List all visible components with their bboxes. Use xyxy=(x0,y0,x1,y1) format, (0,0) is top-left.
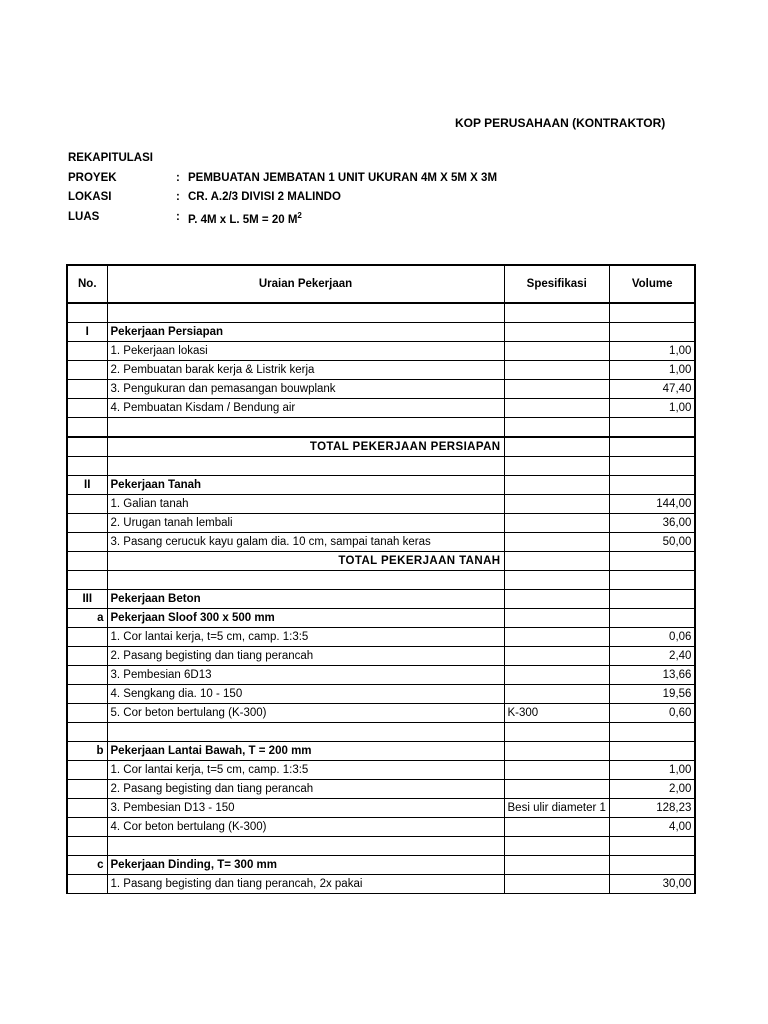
cell-no xyxy=(67,303,107,323)
cell-specification xyxy=(504,685,609,704)
cell-description: 4. Pembuatan Kisdam / Bendung air xyxy=(107,399,504,418)
cell-volume xyxy=(609,323,695,342)
cell-no xyxy=(67,837,107,856)
cell-description: Pekerjaan Beton xyxy=(107,590,504,609)
table-row xyxy=(67,418,695,438)
cell-description: 1. Cor lantai kerja, t=5 cm, camp. 1:3:5 xyxy=(107,761,504,780)
cell-description: 2. Urugan tanah lembali xyxy=(107,514,504,533)
cell-no xyxy=(67,571,107,590)
cell-no xyxy=(67,875,107,894)
cell-specification xyxy=(504,571,609,590)
cell-specification xyxy=(504,761,609,780)
table-row xyxy=(67,361,695,380)
cell-description xyxy=(107,837,504,856)
cell-description: 1. Pasang begisting dan tiang perancah, 2x pakai xyxy=(107,875,504,894)
cell-description: 4. Sengkang dia. 10 - 150 xyxy=(107,685,504,704)
cell-no: II xyxy=(67,476,107,495)
cell-description: 5. Cor beton bertulang (K-300) xyxy=(107,704,504,723)
cell-description: 2. Pasang begisting dan tiang perancah xyxy=(107,647,504,666)
cell-no xyxy=(67,666,107,685)
cell-volume: 19,56 xyxy=(609,685,695,704)
cell-specification xyxy=(504,818,609,837)
cell-description: 3. Pengukuran dan pemasangan bouwplank xyxy=(107,380,504,399)
cell-specification xyxy=(504,856,609,875)
table-row xyxy=(67,761,695,780)
cell-description xyxy=(107,457,504,476)
cell-description: TOTAL PEKERJAAN TANAH xyxy=(107,552,504,571)
cell-description: 1. Pekerjaan lokasi xyxy=(107,342,504,361)
cell-volume xyxy=(609,571,695,590)
meta-value: CR. A.2/3 DIVISI 2 MALINDO xyxy=(188,191,341,203)
table-row xyxy=(67,399,695,418)
cell-volume: 47,40 xyxy=(609,380,695,399)
table-row xyxy=(67,628,695,647)
cell-description: Pekerjaan Tanah xyxy=(107,476,504,495)
cell-volume: 50,00 xyxy=(609,533,695,552)
table-row xyxy=(67,590,695,609)
company-letterhead: KOP PERUSAHAAN (KONTRAKTOR) xyxy=(455,116,666,130)
cell-volume xyxy=(609,476,695,495)
cell-no xyxy=(67,723,107,742)
table-row xyxy=(67,647,695,666)
cell-volume: 1,00 xyxy=(609,342,695,361)
cell-volume: 1,00 xyxy=(609,761,695,780)
table-row xyxy=(67,723,695,742)
cell-no: a xyxy=(67,609,107,628)
table-row xyxy=(67,837,695,856)
table-row xyxy=(67,780,695,799)
table-row xyxy=(67,495,695,514)
meta-label: PROYEK xyxy=(68,171,117,184)
cell-specification xyxy=(504,437,609,457)
cell-volume: 2,00 xyxy=(609,780,695,799)
table-row xyxy=(67,609,695,628)
table-row xyxy=(67,533,695,552)
cell-description: 4. Cor beton bertulang (K-300) xyxy=(107,818,504,837)
header-description: Uraian Pekerjaan xyxy=(107,265,504,303)
recap-table xyxy=(66,264,696,894)
cell-volume xyxy=(609,552,695,571)
meta-value xyxy=(188,211,302,226)
cell-description: Pekerjaan Dinding, T= 300 mm xyxy=(107,856,504,875)
cell-specification xyxy=(504,495,609,514)
cell-no xyxy=(67,552,107,571)
table-header-row xyxy=(67,265,695,303)
cell-specification xyxy=(504,457,609,476)
table-row xyxy=(67,342,695,361)
cell-specification xyxy=(504,742,609,761)
cell-volume xyxy=(609,457,695,476)
cell-no xyxy=(67,399,107,418)
cell-description: 3. Pembesian D13 - 150 xyxy=(107,799,504,818)
cell-specification xyxy=(504,666,609,685)
cell-volume: 0,60 xyxy=(609,704,695,723)
cell-no xyxy=(67,628,107,647)
cell-no xyxy=(67,514,107,533)
cell-specification xyxy=(504,609,609,628)
cell-specification xyxy=(504,552,609,571)
cell-description: 1. Cor lantai kerja, t=5 cm, camp. 1:3:5 xyxy=(107,628,504,647)
meta-label: LUAS xyxy=(68,210,100,223)
table-row xyxy=(67,742,695,761)
cell-specification: K-300 xyxy=(504,704,609,723)
cell-description: 1. Galian tanah xyxy=(107,495,504,514)
table-row xyxy=(67,552,695,571)
cell-specification xyxy=(504,342,609,361)
cell-volume: 128,23 xyxy=(609,799,695,818)
table-row xyxy=(67,303,695,323)
table-row xyxy=(67,457,695,476)
cell-specification xyxy=(504,418,609,438)
cell-no xyxy=(67,533,107,552)
table-row xyxy=(67,875,695,894)
table-row xyxy=(67,704,695,723)
cell-specification xyxy=(504,380,609,399)
table-row xyxy=(67,685,695,704)
cell-no xyxy=(67,457,107,476)
meta-colon: : xyxy=(176,191,180,203)
meta-colon: : xyxy=(176,171,180,184)
cell-no xyxy=(67,761,107,780)
cell-specification xyxy=(504,723,609,742)
cell-specification xyxy=(504,837,609,856)
cell-no: c xyxy=(67,856,107,875)
table-row xyxy=(67,799,695,818)
cell-no xyxy=(67,647,107,666)
area-superscript: 2 xyxy=(297,210,302,220)
cell-description: 2. Pembuatan barak kerja & Listrik kerja xyxy=(107,361,504,380)
table-row xyxy=(67,514,695,533)
header-no: No. xyxy=(67,265,107,303)
cell-volume xyxy=(609,590,695,609)
cell-no xyxy=(67,704,107,723)
area-text: P. 4M x L. 5M = 20 M xyxy=(188,213,298,226)
cell-specification xyxy=(504,628,609,647)
cell-description: 3. Pasang cerucuk kayu galam dia. 10 cm, sampai tanah keras xyxy=(107,533,504,552)
cell-specification xyxy=(504,647,609,666)
cell-volume: 30,00 xyxy=(609,875,695,894)
table-row xyxy=(67,380,695,399)
cell-description xyxy=(107,418,504,438)
cell-volume xyxy=(609,856,695,875)
cell-volume: 13,66 xyxy=(609,666,695,685)
table-row xyxy=(67,571,695,590)
cell-description: Pekerjaan Lantai Bawah, T = 200 mm xyxy=(107,742,504,761)
document-title: REKAPITULASI xyxy=(68,152,153,164)
cell-volume xyxy=(609,837,695,856)
cell-volume: 144,00 xyxy=(609,495,695,514)
cell-specification xyxy=(504,476,609,495)
meta-value: PEMBUATAN JEMBATAN 1 UNIT UKURAN 4M X 5M X 3M xyxy=(188,171,498,184)
cell-specification xyxy=(504,875,609,894)
cell-volume xyxy=(609,418,695,438)
cell-no xyxy=(67,380,107,399)
cell-specification xyxy=(504,303,609,323)
cell-description: 2. Pasang begisting dan tiang perancah xyxy=(107,780,504,799)
cell-specification xyxy=(504,590,609,609)
cell-specification: Besi ulir diameter 1 xyxy=(504,799,609,818)
meta-label: LOKASI xyxy=(68,191,112,203)
cell-description: Pekerjaan Persiapan xyxy=(107,323,504,342)
cell-no xyxy=(67,685,107,704)
cell-no xyxy=(67,418,107,438)
table-row xyxy=(67,818,695,837)
cell-description: Pekerjaan Sloof 300 x 500 mm xyxy=(107,609,504,628)
cell-no: III xyxy=(67,590,107,609)
cell-volume: 0,06 xyxy=(609,628,695,647)
cell-volume xyxy=(609,303,695,323)
cell-no xyxy=(67,818,107,837)
cell-specification xyxy=(504,514,609,533)
cell-volume xyxy=(609,437,695,457)
cell-description xyxy=(107,303,504,323)
meta-colon: : xyxy=(176,210,180,223)
table-row xyxy=(67,476,695,495)
cell-volume: 1,00 xyxy=(609,399,695,418)
cell-volume xyxy=(609,609,695,628)
cell-volume: 4,00 xyxy=(609,818,695,837)
cell-no: I xyxy=(67,323,107,342)
cell-specification xyxy=(504,361,609,380)
table-row xyxy=(67,437,695,457)
cell-no xyxy=(67,780,107,799)
table-row xyxy=(67,666,695,685)
cell-specification xyxy=(504,399,609,418)
header-volume: Volume xyxy=(609,265,695,303)
cell-no xyxy=(67,495,107,514)
cell-no xyxy=(67,437,107,457)
cell-volume: 36,00 xyxy=(609,514,695,533)
cell-specification xyxy=(504,323,609,342)
cell-description xyxy=(107,571,504,590)
cell-no: b xyxy=(67,742,107,761)
cell-volume xyxy=(609,742,695,761)
cell-volume: 1,00 xyxy=(609,361,695,380)
cell-description: 3. Pembesian 6D13 xyxy=(107,666,504,685)
cell-specification xyxy=(504,533,609,552)
cell-volume: 2,40 xyxy=(609,647,695,666)
cell-specification xyxy=(504,780,609,799)
cell-description xyxy=(107,723,504,742)
cell-volume xyxy=(609,723,695,742)
table-row xyxy=(67,323,695,342)
table-row xyxy=(67,856,695,875)
cell-description: TOTAL PEKERJAAN PERSIAPAN xyxy=(107,437,504,457)
header-specification: Spesifikasi xyxy=(504,265,609,303)
cell-no xyxy=(67,799,107,818)
cell-no xyxy=(67,361,107,380)
cell-no xyxy=(67,342,107,361)
